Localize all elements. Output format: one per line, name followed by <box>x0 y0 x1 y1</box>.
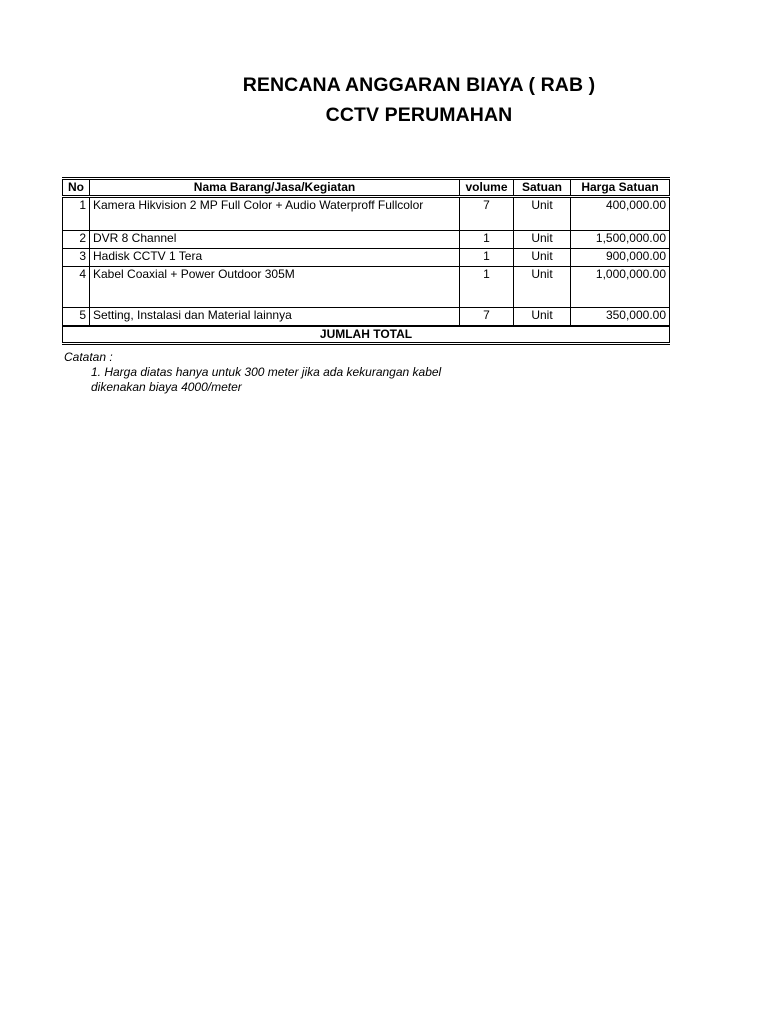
header-unit: Satuan <box>514 179 571 197</box>
row-volume: 1 <box>460 249 514 267</box>
notes-section <box>64 350 441 395</box>
row-no: 3 <box>63 249 90 267</box>
table-header-row <box>63 179 670 197</box>
document-subtitle: CCTV PERUMAHAN <box>325 104 513 126</box>
row-unit: Unit <box>514 197 571 231</box>
rab-table <box>62 177 670 345</box>
row-no: 5 <box>63 308 90 327</box>
row-no: 1 <box>63 197 90 231</box>
row-volume: 1 <box>460 231 514 249</box>
row-volume: 7 <box>460 308 514 327</box>
notes-heading: Catatan : <box>64 350 113 364</box>
row-price: 350,000.00 <box>571 308 670 327</box>
row-unit: Unit <box>514 267 571 308</box>
row-no: 4 <box>63 267 90 308</box>
table-row <box>63 308 670 327</box>
row-price: 1,500,000.00 <box>571 231 670 249</box>
row-name: Kamera Hikvision 2 MP Full Color + Audio Waterproff Fullcolor <box>90 197 460 231</box>
row-price: 400,000.00 <box>571 197 670 231</box>
row-name: Kabel Coaxial + Power Outdoor 305M <box>90 267 460 308</box>
total-row <box>63 326 670 344</box>
row-name: Setting, Instalasi dan Material lainnya <box>90 308 460 327</box>
table-row <box>63 197 670 231</box>
row-unit: Unit <box>514 249 571 267</box>
row-price: 900,000.00 <box>571 249 670 267</box>
note-line-1: 1. Harga diatas hanya untuk 300 meter jika ada kekurangan kabel <box>91 365 442 379</box>
note-line-2: dikenakan biaya 4000/meter <box>91 380 242 394</box>
row-name: Hadisk CCTV 1 Tera <box>90 249 460 267</box>
table-row <box>63 267 670 308</box>
row-unit: Unit <box>514 231 571 249</box>
total-label: JUMLAH TOTAL <box>63 326 670 344</box>
document-title: RENCANA ANGGARAN BIAYA ( RAB ) <box>242 74 596 96</box>
header-price: Harga Satuan <box>571 179 670 197</box>
header-name: Nama Barang/Jasa/Kegiatan <box>90 179 460 197</box>
table-row <box>63 249 670 267</box>
row-no: 2 <box>63 231 90 249</box>
header-no: No <box>63 179 90 197</box>
row-price: 1,000,000.00 <box>571 267 670 308</box>
table-row <box>63 231 670 249</box>
row-unit: Unit <box>514 308 571 327</box>
row-volume: 1 <box>460 267 514 308</box>
row-name: DVR 8 Channel <box>90 231 460 249</box>
row-volume: 7 <box>460 197 514 231</box>
header-volume: volume <box>460 179 514 197</box>
